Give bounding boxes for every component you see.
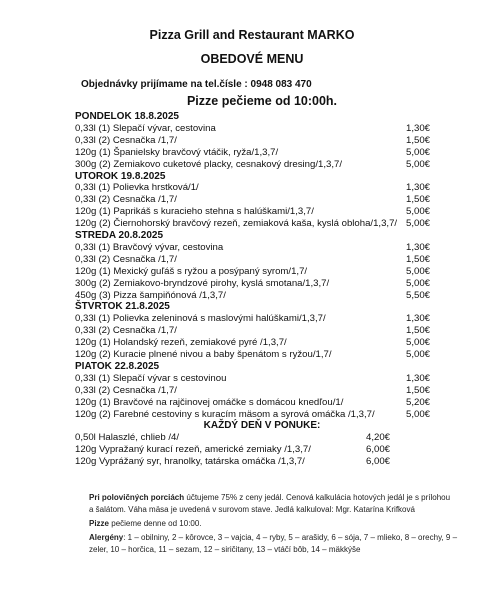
allergens-note-line2: zeler, 10 – horčica, 11 – sezam, 12 – siričitany, 13 – vtáčí bôb, 14 – mäkkýše [89, 545, 361, 554]
half-portion-note: Pri polovičných porciách účtujeme 75% z ceny jedál. Cenová kalkulácia hotových jedál je s prílohou [89, 493, 451, 502]
menu-item: 120g (1) Paprikáš s kuracieho stehna s halúškami/1,3,7/ [75, 206, 314, 218]
menu-item: 0,33l (2) Cesnačka /1,7/ [75, 253, 177, 265]
menu-item-price: 1,30€ [405, 313, 430, 325]
daily-item: 120g Vypražaný kurací rezeň, americké zemiaky /1,3,7/ [75, 444, 311, 456]
menu-item-price: 1,50€ [405, 325, 430, 337]
daily-item-price: 6,00€ [365, 444, 390, 456]
menu-item: 120g (2) Čiernohorský bravčový rezeň, zemiaková kaša, kyslá obloha/1,3,7/ [75, 218, 398, 230]
menu-item: 450g (3) Pizza šampiňónová /1,3,7/ [75, 289, 226, 301]
menu-item-price: 5,00€ [405, 277, 430, 289]
pizza-hours: Pizze pečieme od 10:00h. [186, 94, 338, 108]
menu-item-price: 1,30€ [405, 372, 430, 384]
daily-item: 0,50l Halaszlé, chlieb /4/ [75, 432, 179, 444]
menu-item: 0,33l (2) Cesnačka /1,7/ [75, 134, 177, 146]
menu-item-price: 1,50€ [405, 384, 430, 396]
menu-item-price: 5,00€ [405, 206, 430, 218]
menu-item-price: 5,20€ [405, 396, 430, 408]
menu-item-price: 5,00€ [405, 349, 430, 360]
menu-item: 0,33l (2) Cesnačka /1,7/ [75, 384, 177, 396]
daily-item-price: 4,20€ [365, 432, 390, 444]
daily-item-price: 6,00€ [365, 456, 390, 468]
menu-item-price: 5,00€ [405, 337, 430, 349]
menu-item-price: 5,00€ [405, 146, 430, 158]
daily-offer-heading: KAŽDÝ DEŇ V PONUKE: [203, 420, 321, 432]
menu-item: 120g (1) Mexický guľáš s ryžou a posýpaný syrom/1,7/ [75, 265, 308, 277]
menu-item: 0,33l (1) Bravčový vývar, cestovina [75, 241, 224, 253]
day-heading: UTOROK 19.8.2025 [75, 170, 166, 182]
menu-item: 120g (2) Farebné cestoviny s kuracím mäsom a syrová omáčka /1,3,7/ [75, 408, 375, 420]
day-heading: ŠTVRTOK 21.8.2025 [75, 301, 170, 313]
allergens-note: Alergény: 1 – obilniny, 2 – kôrovce, 3 – vajcia, 4 – ryby, 5 – arašidy, 6 – sója, 7 – mlieko, 8 – orechy, 9 – [89, 533, 458, 542]
menu-item-price: 1,30€ [405, 241, 430, 253]
menu-item: 120g (2) Kuracie plnené nivou a baby špenátom s ryžou/1,7/ [75, 349, 332, 360]
menu-item: 0,33l (1) Polievka zeleninová s maslovými halúškami/1,3,7/ [75, 313, 326, 325]
pizza-note: Pizze pečieme denne od 10:00. [89, 519, 202, 528]
menu-item: 120g (1) Holandský rezeň, zemiakové pyré /1,3,7/ [75, 337, 287, 349]
menu-item: 120g (1) Španielsky bravčový vtáčik, ryža/1,3,7/ [75, 146, 279, 158]
menu-item: 0,33l (1) Slepačí vývar, cestovina [75, 122, 216, 134]
menu-item: 0,33l (1) Slepačí vývar s cestovinou [75, 372, 227, 384]
menu-item-price: 1,30€ [405, 182, 430, 194]
menu-item: 300g (2) Zemiakovo cuketové placky, cesnakový dresing/1,3,7/ [75, 158, 342, 170]
menu-item-price: 1,50€ [405, 253, 430, 265]
day-heading: STREDA 20.8.2025 [75, 230, 164, 241]
menu-item: 120g (1) Bravčové na rajčinovej omáčke s domácou knedľou/1/ [75, 396, 344, 408]
restaurant-name: Pizza Grill and Restaurant MARKO [149, 28, 355, 42]
menu-item-price: 1,50€ [405, 194, 430, 206]
day-heading: PIATOK 22.8.2025 [75, 360, 160, 372]
menu-item-price: 5,00€ [405, 218, 430, 230]
menu-item: 300g (2) Zemiakovo-bryndzové pirohy, kyslá smotana/1,3,7/ [75, 277, 330, 289]
menu-item: 0,33l (2) Cesnačka /1,7/ [75, 325, 177, 337]
menu-item-price: 5,00€ [405, 158, 430, 170]
day-heading: PONDELOK 18.8.2025 [75, 111, 179, 122]
menu-item-price: 5,00€ [405, 265, 430, 277]
menu-item-price: 1,30€ [405, 122, 430, 134]
calc-note: a šalátom. Váha mäsa je uvedená v surovom stave. Jedlá kalkuloval: Mgr. Katarína Krifková [89, 505, 415, 514]
menu-title: OBEDOVÉ MENU [200, 52, 304, 66]
menu-item-price: 1,50€ [405, 134, 430, 146]
daily-item: 120g Vyprážaný syr, hranolky, tatárska omáčka /1,3,7/ [75, 456, 305, 468]
menu-item-price: 5,00€ [405, 408, 430, 420]
menu-item: 0,33l (2) Cesnačka /1,7/ [75, 194, 177, 206]
menu-item: 0,33l (1) Polievka hrstková/1/ [75, 182, 199, 194]
orders-phone: Objednávky prijímame na tel.čísle : 0948 083 470 [81, 79, 312, 90]
menu-item-price: 5,50€ [405, 289, 430, 301]
